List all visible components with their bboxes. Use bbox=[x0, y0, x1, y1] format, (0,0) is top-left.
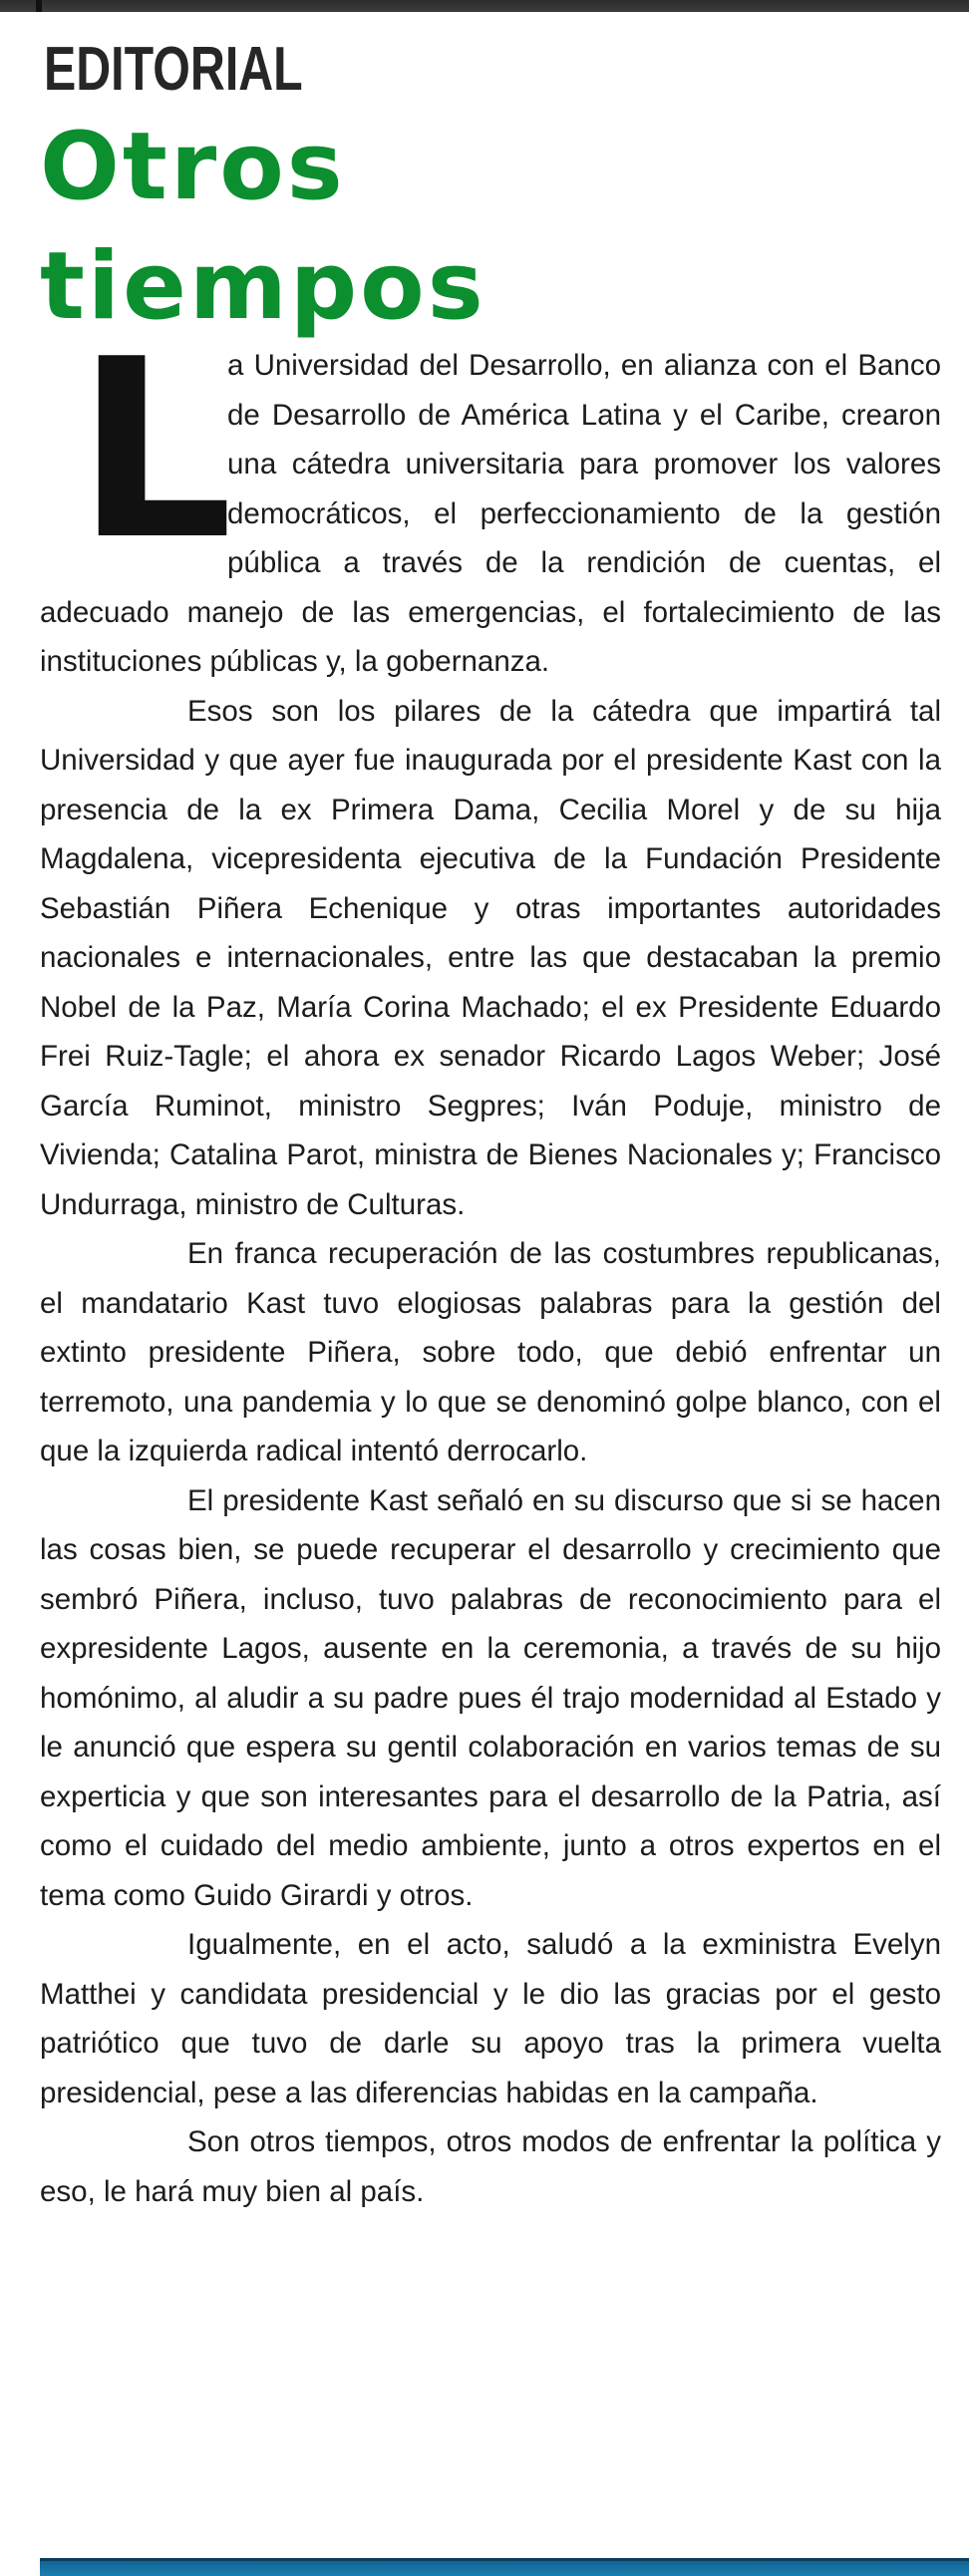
article-paragraph-6: Son otros tiempos, otros modos de enfrentar la política y eso, le hará muy bien al país. bbox=[40, 2125, 941, 2208]
article-paragraph-2: Esos son los pilares de la cátedra que impartirá tal Universidad y que ayer fue inaugurada por el presidente Kast con la presencia de la ex Primera Dama, Cecilia Morel y de su hija Magdalena, vicepresidenta ejecutiva de la Fundación Presidente Sebastián Piñera Echenique y otras importantes autoridades nacionales e internacionales, entre las que destacaban la premio Nobel de la Paz, María Corina Machado; el ex Presidente Eduardo Frei Ruiz-Tagle; el ahora ex senador Ricardo Lagos Weber; José García Ruminot, ministro Segpres; Iván Poduje, ministro de Vivienda; Catalina Parot, ministra de Bienes Nacionales y; Francisco Undurraga, ministro de Culturas. bbox=[40, 694, 941, 1221]
article-paragraph-3: En franca recuperación de las costumbres republicanas, el mandatario Kast tuvo elogiosas palabras para la gestión del extinto presidente Piñera, sobre todo, que debió enfrentar un terremoto, una pandemia y lo que se denominó golpe blanco, con el que la izquierda radical intentó derrocarlo. bbox=[40, 1237, 941, 1467]
top-rule bbox=[0, 0, 969, 12]
article-paragraph-4: El presidente Kast señaló en su discurso que si se hacen las cosas bien, se puede recuperar el desarrollo y crecimiento que sembró Piñera, incluso, tuvo palabras de reconocimiento para el expresidente Lagos, ausente en la ceremonia, a través de su hijo homónimo, al aludir a su padre pues él trajo modernidad al Estado y le anunció que espera su gentil colaboración en varios temas de su experticia y que son interesantes para el desarrollo de la Patria, así como el cuidado del medio ambiente, junto a otros expertos en el tema como Guido Girardi y otros. bbox=[40, 1483, 941, 1912]
headline-line-1: Otros bbox=[40, 113, 346, 221]
article-body bbox=[40, 307, 941, 2216]
section-label: EDITORIAL bbox=[44, 35, 303, 104]
article-paragraph-1: a Universidad del Desarrollo, en alianza con el Banco de Desarrollo de América Latina y el Caribe, crearon una cátedra universitaria para promover los valores democráticos, el perfeccionamiento de la gestión pública a través de la rendición de cuentas, el adecuado manejo de las emergencias, el fortalecimiento de las instituciones públicas y, la gobernanza. bbox=[40, 349, 941, 678]
headline-line-2: tiempos bbox=[40, 232, 486, 341]
article-paragraph-5: Igualmente, en el acto, saludó a la exministra Evelyn Matthei y candidata presidencial y le dio las gracias por el gesto patriótico que tuvo de darle su apoyo tras la primera vuelta presidencial, pese a las diferencias habidas en la campaña. bbox=[40, 1928, 941, 2109]
drop-cap bbox=[76, 307, 234, 594]
bottom-rule bbox=[40, 2558, 969, 2576]
drop-cap-letter: L bbox=[76, 307, 234, 594]
